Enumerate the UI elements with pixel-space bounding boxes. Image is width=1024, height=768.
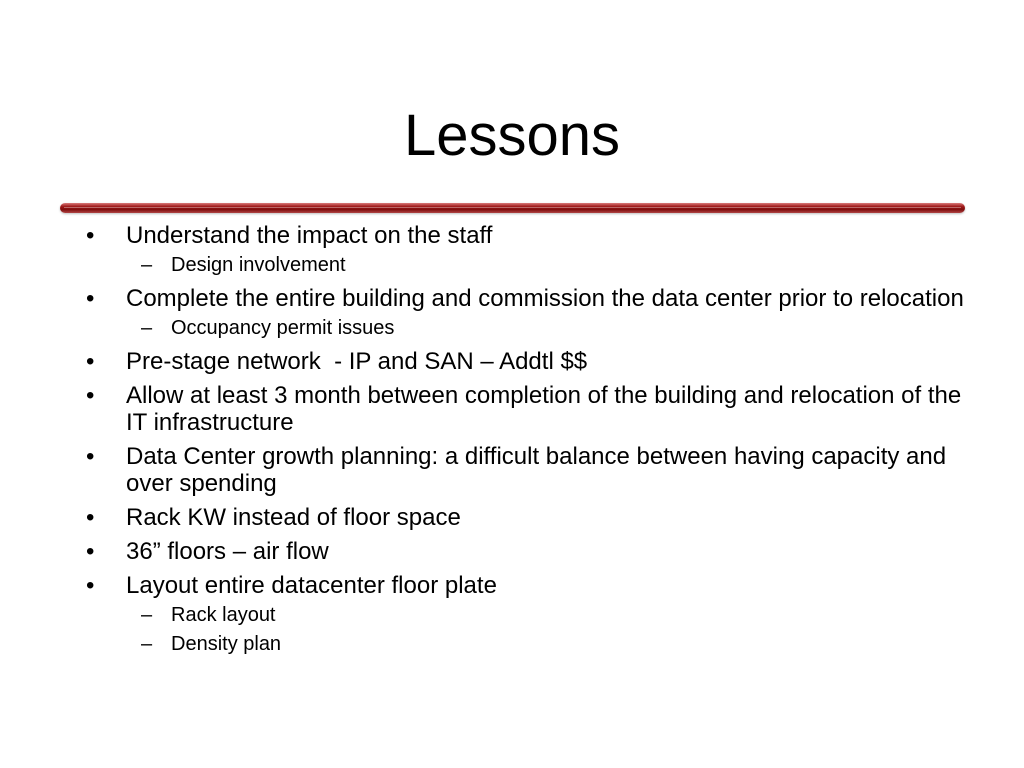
bullet-icon: • bbox=[86, 572, 95, 599]
list-item-text: Layout entire datacenter floor plate bbox=[126, 572, 497, 599]
dash-icon: – bbox=[141, 254, 153, 276]
title-divider-highlight bbox=[64, 207, 961, 208]
sub-list-item bbox=[86, 633, 966, 656]
list-item bbox=[86, 504, 966, 531]
list-item-text: Rack KW instead of floor space bbox=[126, 504, 461, 531]
dash-icon: – bbox=[141, 317, 153, 339]
bullet-icon: • bbox=[86, 222, 95, 249]
list-item-text: Allow at least 3 month between completion of the building and relocation of the IT infrastructure bbox=[126, 382, 962, 436]
bullet-icon: • bbox=[86, 382, 95, 409]
slide-title: Lessons bbox=[403, 103, 621, 168]
bullet-icon: • bbox=[86, 538, 95, 565]
list-item bbox=[86, 443, 966, 497]
sub-list-item bbox=[86, 604, 966, 627]
list-item-text: 36” floors – air flow bbox=[126, 538, 329, 565]
list-item-text: Pre-stage network - IP and SAN – Addtl $$ bbox=[126, 348, 588, 375]
bullet-icon: • bbox=[86, 348, 95, 375]
list-item bbox=[86, 572, 966, 599]
sub-list-item bbox=[86, 254, 966, 277]
dash-icon: – bbox=[141, 633, 153, 655]
bullet-list bbox=[86, 222, 966, 664]
list-item bbox=[86, 348, 966, 375]
dash-icon: – bbox=[141, 604, 153, 626]
bullet-icon: • bbox=[86, 504, 95, 531]
list-item bbox=[86, 285, 966, 312]
sub-list-item-text: Rack layout bbox=[171, 604, 276, 626]
sub-list-item-text: Density plan bbox=[171, 633, 282, 655]
sub-list-item-text: Occupancy permit issues bbox=[171, 317, 395, 339]
list-item bbox=[86, 222, 966, 249]
list-item-text: Understand the impact on the staff bbox=[126, 222, 493, 249]
list-item-text: Data Center growth planning: a difficult balance between having capacity and over spending bbox=[126, 443, 947, 497]
sub-list-item-text: Design involvement bbox=[171, 254, 346, 276]
bullet-icon: • bbox=[86, 443, 95, 470]
title-divider bbox=[60, 203, 965, 213]
list-item bbox=[86, 538, 966, 565]
list-item-text: Complete the entire building and commission the data center prior to relocation bbox=[126, 285, 964, 312]
bullet-icon: • bbox=[86, 285, 95, 312]
sub-list-item bbox=[86, 317, 966, 340]
list-item bbox=[86, 382, 966, 436]
